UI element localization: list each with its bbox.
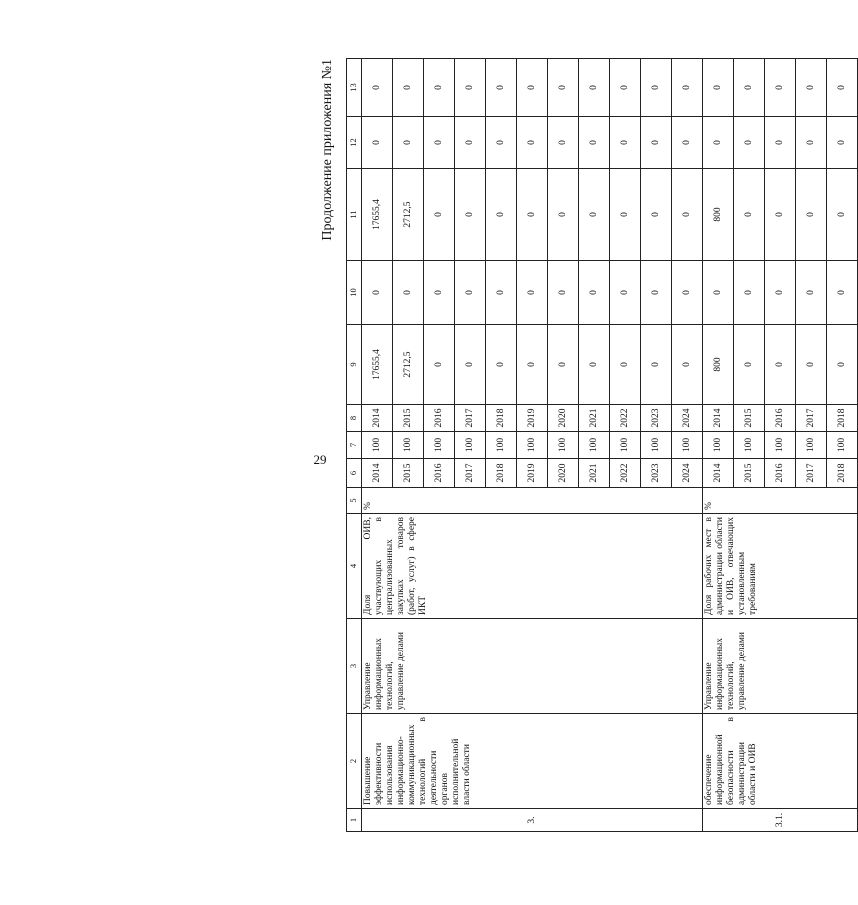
- column-number-row: [347, 59, 362, 832]
- column-number: 8: [347, 405, 362, 432]
- section-name: Повышение эффективности использования информационно-коммуникационных технологий в деятельности органов исполнительной власти области: [362, 714, 703, 809]
- table-cell: 100: [827, 432, 858, 459]
- table-cell: 100: [362, 432, 393, 459]
- table-cell: 0: [703, 117, 734, 169]
- table-cell: 0: [517, 59, 548, 117]
- column-number: 12: [347, 117, 362, 169]
- section-name: обеспечение информационной безопасности в администрации области и ОИВ: [703, 714, 858, 809]
- table-cell: 17655,4: [362, 325, 393, 405]
- section-number: 3.1.: [703, 809, 858, 832]
- table-cell: 0: [579, 261, 610, 325]
- table-cell: 0: [765, 325, 796, 405]
- table-cell: 2014: [703, 405, 734, 432]
- table-cell: 2016: [765, 459, 796, 488]
- table-cell: 2014: [362, 405, 393, 432]
- table-row: [362, 59, 393, 832]
- table-cell: 0: [827, 325, 858, 405]
- table-cell: 0: [672, 261, 703, 325]
- continuation-label: Продолжение приложения №1: [320, 59, 335, 241]
- table-cell: 0: [486, 261, 517, 325]
- section-unit: %: [703, 488, 858, 514]
- table-cell: 17655,4: [362, 169, 393, 261]
- table-cell: 100: [672, 432, 703, 459]
- table-cell: 0: [796, 59, 827, 117]
- table-cell: 100: [548, 432, 579, 459]
- table-cell: 2020: [548, 405, 579, 432]
- column-number: 7: [347, 432, 362, 459]
- table-cell: 0: [734, 169, 765, 261]
- table-cell: 0: [455, 325, 486, 405]
- table-cell: 2021: [579, 459, 610, 488]
- section-number: 3.: [362, 809, 703, 832]
- table-cell: 2712,5: [393, 325, 424, 405]
- table-cell: 0: [486, 117, 517, 169]
- table-cell: 0: [393, 117, 424, 169]
- table-cell: 0: [734, 117, 765, 169]
- table-cell: 0: [579, 59, 610, 117]
- column-number: 13: [347, 59, 362, 117]
- table-cell: 2021: [579, 405, 610, 432]
- table-cell: 0: [362, 117, 393, 169]
- column-number: 6: [347, 459, 362, 488]
- table-cell: 0: [424, 261, 455, 325]
- table-cell: 0: [424, 325, 455, 405]
- table-cell: 2018: [486, 459, 517, 488]
- table-cell: 0: [486, 325, 517, 405]
- table-cell: 100: [703, 432, 734, 459]
- table-cell: 2023: [641, 405, 672, 432]
- column-number: 9: [347, 325, 362, 405]
- table-cell: 100: [424, 432, 455, 459]
- table-cell: 2019: [517, 459, 548, 488]
- table-cell: 2018: [486, 405, 517, 432]
- table-cell: 0: [672, 325, 703, 405]
- table-cell: 2016: [765, 405, 796, 432]
- table-cell: 2024: [672, 405, 703, 432]
- table-cell: 2017: [455, 405, 486, 432]
- page-number: 29: [313, 452, 327, 467]
- table-cell: 0: [517, 169, 548, 261]
- table-cell: 0: [827, 117, 858, 169]
- column-number: 11: [347, 169, 362, 261]
- table-cell: 100: [455, 432, 486, 459]
- table-cell: 100: [765, 432, 796, 459]
- table-cell: 2019: [517, 405, 548, 432]
- table-cell: 0: [455, 117, 486, 169]
- table-cell: 0: [796, 169, 827, 261]
- table-cell: 0: [517, 261, 548, 325]
- table-cell: 0: [796, 117, 827, 169]
- table-cell: 2015: [393, 405, 424, 432]
- table-cell: 0: [796, 261, 827, 325]
- table-cell: 0: [393, 261, 424, 325]
- table-cell: 0: [362, 261, 393, 325]
- table-cell: 0: [424, 59, 455, 117]
- table-cell: 100: [486, 432, 517, 459]
- table-cell: 2712,5: [393, 169, 424, 261]
- table-cell: 0: [765, 59, 796, 117]
- table-cell: 0: [734, 325, 765, 405]
- table-cell: 100: [641, 432, 672, 459]
- column-number: 4: [347, 514, 362, 619]
- table-cell: 2015: [393, 459, 424, 488]
- table-cell: 0: [641, 325, 672, 405]
- section-executor: Управление информационных технологий, управление делами: [362, 619, 703, 714]
- table-cell: 0: [455, 59, 486, 117]
- table-cell: 2017: [455, 459, 486, 488]
- table-cell: 2017: [796, 459, 827, 488]
- section-indicator: Доля рабочих мест в администрации области и ОИВ, отвечающих установленным требованиям: [703, 514, 858, 619]
- table-cell: 2015: [734, 459, 765, 488]
- table-cell: 0: [641, 261, 672, 325]
- table-cell: 0: [610, 325, 641, 405]
- table-cell: 100: [610, 432, 641, 459]
- column-number: 3: [347, 619, 362, 714]
- table-cell: 0: [579, 325, 610, 405]
- table-cell: 0: [455, 169, 486, 261]
- table-cell: 2018: [827, 405, 858, 432]
- table-cell: 0: [393, 59, 424, 117]
- table-cell: 2023: [641, 459, 672, 488]
- table-cell: 0: [517, 325, 548, 405]
- table-cell: 0: [362, 59, 393, 117]
- table-cell: 0: [641, 59, 672, 117]
- table-cell: 2014: [362, 459, 393, 488]
- table-cell: 0: [548, 261, 579, 325]
- table-cell: 2018: [827, 459, 858, 488]
- column-number: 5: [347, 488, 362, 514]
- table-cell: 100: [393, 432, 424, 459]
- table-cell: 100: [734, 432, 765, 459]
- table-cell: 0: [734, 59, 765, 117]
- table-cell: 0: [455, 261, 486, 325]
- table-cell: 0: [548, 169, 579, 261]
- table-cell: 0: [672, 59, 703, 117]
- column-number: 1: [347, 809, 362, 832]
- table-cell: 100: [579, 432, 610, 459]
- table-cell: 0: [548, 325, 579, 405]
- table-cell: 0: [765, 117, 796, 169]
- table-cell: 0: [672, 117, 703, 169]
- table-cell: 0: [579, 169, 610, 261]
- table-cell: 0: [486, 59, 517, 117]
- table-cell: 0: [765, 261, 796, 325]
- program-table: [346, 58, 858, 832]
- section-indicator: Доля ОИВ, участвующих в централизованных закупках товаров (работ, услуг) в сфере ИКТ: [362, 514, 703, 619]
- table-cell: 0: [610, 261, 641, 325]
- table-cell: 100: [796, 432, 827, 459]
- table-cell: 0: [424, 117, 455, 169]
- section-unit: %: [362, 488, 703, 514]
- table-cell: 0: [486, 169, 517, 261]
- table-cell: 2022: [610, 405, 641, 432]
- column-number: 2: [347, 714, 362, 809]
- table-cell: 0: [610, 59, 641, 117]
- table-cell: 0: [610, 169, 641, 261]
- table-cell: 0: [424, 169, 455, 261]
- table-cell: 0: [610, 117, 641, 169]
- table-cell: 0: [548, 117, 579, 169]
- table-cell: 2016: [424, 405, 455, 432]
- table-cell: 2014: [703, 459, 734, 488]
- table-cell: 2020: [548, 459, 579, 488]
- table-cell: 2017: [796, 405, 827, 432]
- table-cell: 2015: [734, 405, 765, 432]
- table-cell: 800: [703, 325, 734, 405]
- table-cell: 0: [765, 169, 796, 261]
- table-cell: 0: [827, 169, 858, 261]
- table-cell: 0: [827, 59, 858, 117]
- table-cell: 0: [517, 117, 548, 169]
- table-cell: 0: [703, 59, 734, 117]
- table-body: [362, 59, 858, 832]
- table-cell: 0: [734, 261, 765, 325]
- table-cell: 0: [827, 261, 858, 325]
- section-executor: Управление информационных технологий, управление делами: [703, 619, 858, 714]
- column-number: 10: [347, 261, 362, 325]
- table-cell: 100: [517, 432, 548, 459]
- table-cell: 2016: [424, 459, 455, 488]
- table-cell: 0: [796, 325, 827, 405]
- table-cell: 0: [579, 117, 610, 169]
- table-cell: 0: [703, 261, 734, 325]
- rotated-landscape-page: [320, 59, 847, 832]
- table-cell: 0: [672, 169, 703, 261]
- table-cell: 2022: [610, 459, 641, 488]
- table-cell: 0: [641, 117, 672, 169]
- table-cell: 800: [703, 169, 734, 261]
- table-cell: 0: [641, 169, 672, 261]
- table-cell: 2024: [672, 459, 703, 488]
- table-row: [703, 59, 734, 832]
- table-cell: 0: [548, 59, 579, 117]
